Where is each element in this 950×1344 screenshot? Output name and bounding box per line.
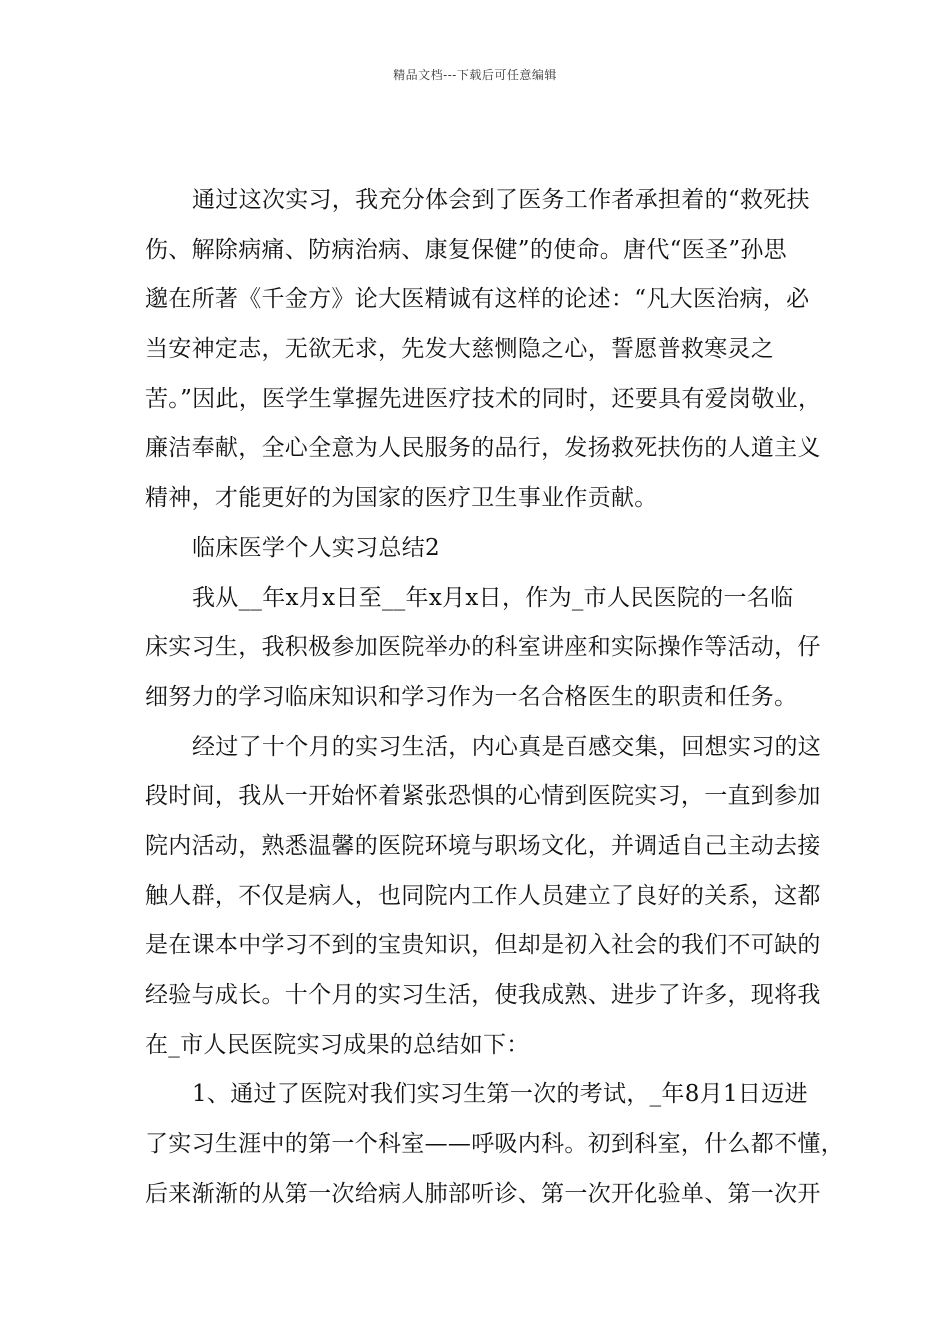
text-line: 廉洁奉献，全心全意为人民服务的品行，发扬救死扶伤的人道主义 (145, 435, 821, 462)
text-line: 苦。”因此，医学生掌握先进医疗技术的同时，还要具有爱岗敬业， (145, 385, 822, 412)
text-line: 院内活动，熟悉温馨的医院环境与职场文化，并调适自己主动去接 (145, 832, 821, 859)
page-header: 精品文档---下载后可任意编辑 (393, 68, 557, 82)
text-line: 1、通过了医院对我们实习生第一次的考试，_年8月1日迈进 (192, 1081, 808, 1108)
section-heading: 临床医学个人实习总结2 (192, 534, 440, 561)
text-line: 床实习生，我积极参加医院举办的科室讲座和实际操作等活动，仔 (145, 634, 821, 661)
text-line: 精神，才能更好的为国家的医疗卫生事业作贡献。 (145, 485, 658, 512)
text-line: 经过了十个月的实习生活，内心真是百感交集，回想实习的这 (192, 733, 822, 760)
text-line: 我从__年x月x日至__年x月x日，作为_市人民医院的一名临 (192, 584, 794, 611)
document-body (145, 176, 844, 1219)
text-line: 了实习生涯中的第一个科室——呼吸内科。初到科室，什么都不懂， (145, 1131, 844, 1158)
text-line: 通过这次实习，我充分体会到了医务工作者承担着的“救死扶 (192, 187, 810, 213)
text-line: 是在课本中学习不到的宝贵知识，但却是初入社会的我们不可缺的 (145, 932, 821, 959)
text-line: 在_市人民医院实习成果的总结如下： (145, 1031, 530, 1058)
text-line: 段时间，我从一开始怀着紧张恐惧的心情到医院实习，一直到参加 (145, 783, 821, 810)
text-line: 伤、解除病痛、防病治病、康复保健”的使命。唐代“医圣”孙思 (145, 236, 787, 263)
text-line: 当安神定志，无欲无求，先发大慈恻隐之心，誓愿普救寒灵之 (145, 336, 775, 363)
text-line: 邈在所著《千金方》论大医精诚有这样的论述：“凡大医治病，必 (145, 286, 810, 313)
text-line: 细努力的学习临床知识和学习作为一名合格医生的职责和任务。 (145, 683, 798, 710)
text-line: 经验与成长。十个月的实习生活，使我成熟、进步了许多，现将我 (145, 982, 821, 1008)
text-line: 后来渐渐的从第一次给病人肺部听诊、第一次开化验单、第一次开 (145, 1180, 821, 1207)
text-line: 触人群，不仅是病人，也同院内工作人员建立了良好的关系，这都 (145, 882, 821, 909)
